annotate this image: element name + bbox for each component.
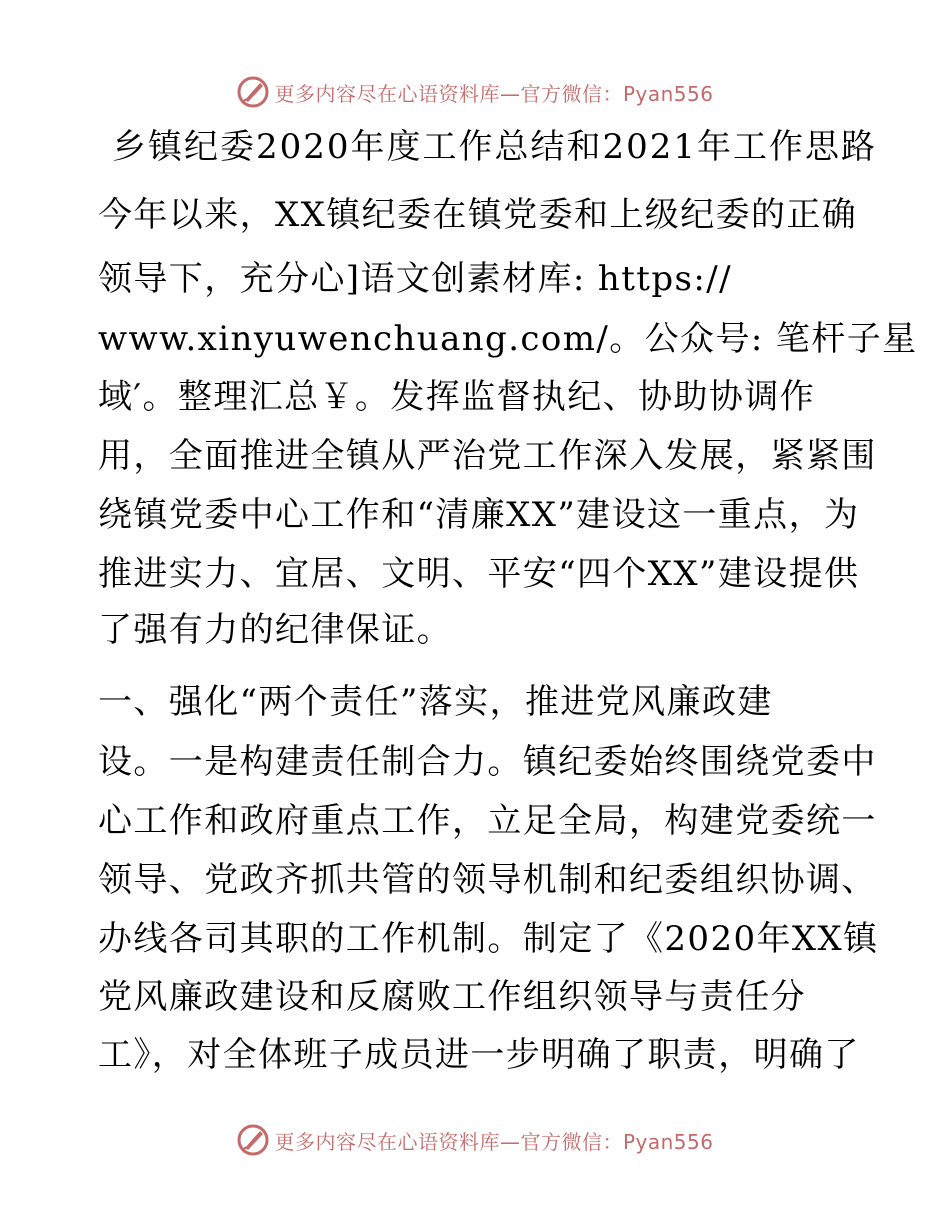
- document-title: 乡镇纪委2020年度工作总结和2021年工作思路: [112, 127, 878, 167]
- body-line: 今年以来，XX镇纪委在镇党委和上级纪委的正确: [98, 195, 858, 235]
- body-line: 设。一是构建责任制合力。镇纪委始终围绕党委中: [98, 742, 877, 782]
- body-line: 领导、党政齐抓共管的领导机制和纪委组织协调、: [98, 860, 877, 900]
- body-line: 了强有力的纪律保证。: [98, 610, 452, 650]
- body-line: 推进实力、宜居、文明、平安“四个XX”建设提供: [98, 554, 860, 594]
- body-line: 党风廉政建设和反腐败工作组织领导与责任分: [98, 977, 806, 1017]
- body-line: www.xinyuwenchuang.com/。公众号: 笔杆子星: [98, 319, 918, 359]
- body-line: 办线各司其职的工作机制。制定了《2020年XX镇: [98, 919, 879, 959]
- header-watermark-banner: [0, 72, 950, 112]
- footer-watermark-banner: [0, 1120, 950, 1160]
- header-watermark-text: 更多内容尽在心语资料库—官方微信：Pyan556: [274, 81, 714, 106]
- body-line: 心工作和政府重点工作，立足全局，构建党委统一: [98, 801, 877, 841]
- body-line: 域′。整理汇总￥。发挥监督执纪、协助协调作: [98, 377, 816, 417]
- body-line: 绕镇党委中心工作和“清廉XX”建设这一重点，为: [98, 495, 860, 535]
- footer-watermark-text: 更多内容尽在心语资料库—官方微信：Pyan556: [274, 1129, 714, 1154]
- quill-logo-icon: [236, 75, 270, 109]
- body-line: 用，全面推进全镇从严治党工作深入发展，紧紧围: [98, 436, 877, 476]
- body-line: 工》，对全体班子成员进一步明确了职责，明确了: [98, 1035, 860, 1075]
- body-line: 领导下，充分心]语文创素材库: https://: [98, 259, 732, 299]
- quill-logo-icon: [236, 1123, 270, 1157]
- body-line: 一、强化“两个责任”落实，推进党风廉政建: [98, 682, 773, 722]
